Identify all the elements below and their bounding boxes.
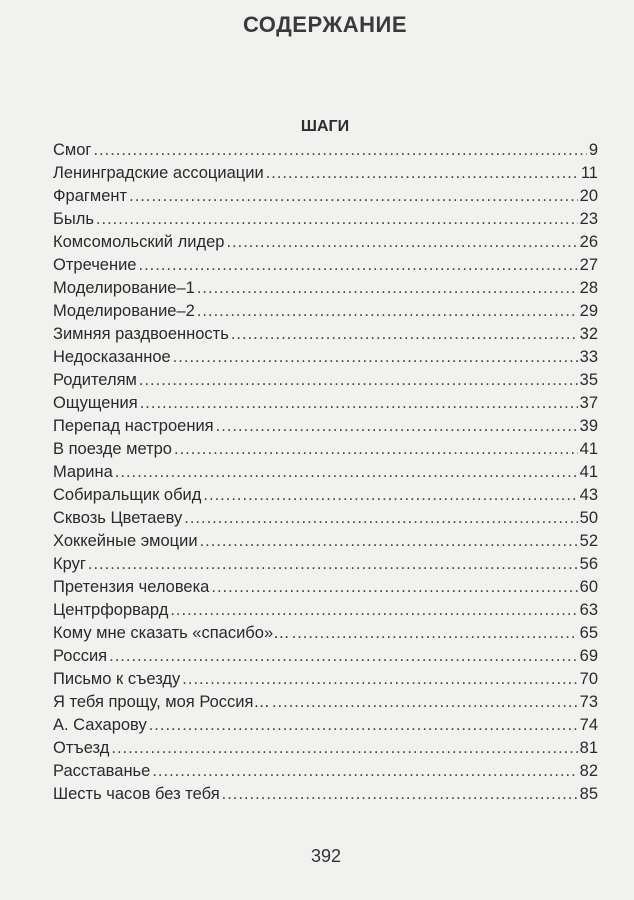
toc-entry (53, 576, 598, 599)
toc-entry (53, 162, 598, 185)
toc-dot-leader (111, 737, 577, 760)
toc-entry (53, 208, 598, 231)
toc-entry-page: 60 (579, 578, 598, 596)
toc-entry (53, 691, 598, 714)
toc-dot-leader (174, 438, 578, 461)
toc-dot-leader (96, 208, 578, 231)
toc-entry-title: Недосказанное (53, 348, 171, 366)
toc-entry-title: Отречение (53, 256, 137, 274)
toc-entry-page: 52 (579, 532, 598, 550)
toc-entry (53, 369, 598, 392)
toc-entry (53, 300, 598, 323)
toc-dot-leader (115, 461, 578, 484)
toc-entry (53, 668, 598, 691)
toc-entry (53, 438, 598, 461)
toc-dot-leader (200, 530, 578, 553)
toc-entry-page: 29 (579, 302, 598, 320)
toc-entry-page: 43 (579, 486, 598, 504)
page-title: СОДЕРЖАНИЕ (242, 12, 408, 37)
toc-entry-title: Моделирование–2 (53, 302, 195, 320)
toc-entry-page: 32 (579, 325, 598, 343)
toc-entry-title: Марина (53, 463, 113, 481)
toc-entry (53, 185, 598, 208)
toc-entry-page: 74 (579, 716, 598, 734)
toc-entry-page: 82 (579, 762, 598, 780)
toc-dot-leader (292, 622, 578, 645)
toc-dot-leader (129, 185, 578, 208)
toc-entry (53, 415, 598, 438)
toc-dot-leader (138, 254, 577, 277)
toc-entry (53, 507, 598, 530)
toc-entry-title: Расставанье (53, 762, 151, 780)
toc-entry (53, 599, 598, 622)
toc-entry (53, 530, 598, 553)
toc-entry-title: Претензия человека (53, 578, 210, 596)
toc-entry (53, 760, 598, 783)
toc-entry (53, 645, 598, 668)
toc-entry (53, 277, 598, 300)
toc-entry-title: Быль (53, 210, 94, 228)
toc-entry-title: В поезде метро (53, 440, 172, 458)
toc-entry (53, 714, 598, 737)
toc-dot-leader (93, 139, 586, 162)
toc-dot-leader (197, 277, 578, 300)
toc-dot-leader (152, 760, 577, 783)
toc-dot-leader (272, 691, 578, 714)
page-number: 392 (310, 846, 342, 866)
toc-entry-page: 23 (579, 210, 598, 228)
toc-entry-title: Отъезд (53, 739, 110, 757)
toc-dot-leader (266, 162, 579, 185)
toc-entry-page: 73 (579, 693, 598, 711)
toc-entry-title: Ощущения (53, 394, 138, 412)
toc-entry (53, 622, 598, 645)
toc-entry-page: 20 (579, 187, 598, 205)
toc-entry-title: Центрфорвард (53, 601, 169, 619)
toc-dot-leader (139, 369, 578, 392)
toc-entry-page: 33 (579, 348, 598, 366)
section-title: ШАГИ (300, 118, 350, 135)
toc-dot-leader (170, 599, 577, 622)
toc-entry-title: Фрагмент (53, 187, 128, 205)
toc-entry-title: Смог (53, 141, 92, 159)
toc-entry-page: 39 (579, 417, 598, 435)
toc-entry-title: Хоккейные эмоции (53, 532, 198, 550)
toc-entry-page: 69 (579, 647, 598, 665)
toc-dot-leader (211, 576, 577, 599)
toc-entry-page: 70 (579, 670, 598, 688)
toc-entry-page: 11 (580, 164, 598, 182)
toc-dot-leader (222, 783, 578, 806)
toc-entry-page: 50 (579, 509, 598, 527)
toc-entry (53, 323, 598, 346)
toc-entry-title: Россия (53, 647, 108, 665)
toc-dot-leader (140, 392, 578, 415)
toc-dot-leader (184, 507, 577, 530)
toc-entry-title: Я тебя прощу, моя Россия… (53, 693, 270, 711)
toc-entry-page: 41 (579, 463, 598, 481)
toc-entry (53, 231, 598, 254)
toc-entry (53, 254, 598, 277)
toc-entry (53, 737, 598, 760)
table-of-contents (53, 139, 598, 806)
toc-entry-page: 9 (588, 141, 598, 159)
toc-entry-title: Сквозь Цветаеву (53, 509, 183, 527)
toc-entry-page: 26 (579, 233, 598, 251)
toc-entry-page: 85 (579, 785, 598, 803)
toc-dot-leader (197, 300, 578, 323)
toc-entry-page: 41 (579, 440, 598, 458)
toc-entry-title: Зимняя раздвоенность (53, 325, 229, 343)
toc-dot-leader (173, 346, 578, 369)
toc-entry-page: 28 (579, 279, 598, 297)
toc-dot-leader (149, 714, 578, 737)
toc-dot-leader (203, 484, 577, 507)
toc-entry-title: А. Сахарову (53, 716, 147, 734)
toc-entry-page: 81 (579, 739, 598, 757)
toc-dot-leader (88, 553, 578, 576)
toc-entry (53, 783, 598, 806)
toc-entry-page: 63 (579, 601, 598, 619)
toc-entry (53, 553, 598, 576)
toc-entry-page: 56 (579, 555, 598, 573)
toc-entry-page: 37 (579, 394, 598, 412)
toc-dot-leader (216, 415, 578, 438)
toc-entry (53, 346, 598, 369)
toc-entry-title: Перепад настроения (53, 417, 214, 435)
toc-entry-title: Шесть часов без тебя (53, 785, 220, 803)
toc-entry (53, 484, 598, 507)
toc-dot-leader (231, 323, 578, 346)
toc-entry-title: Ленинградские ассоциации (53, 164, 264, 182)
toc-dot-leader (226, 231, 577, 254)
toc-entry-title: Круг (53, 555, 86, 573)
toc-entry (53, 139, 598, 162)
toc-entry-title: Кому мне сказать «спасибо»… (53, 624, 290, 642)
toc-entry-title: Родителям (53, 371, 137, 389)
toc-entry (53, 392, 598, 415)
toc-entry-title: Моделирование–1 (53, 279, 195, 297)
toc-entry-page: 35 (579, 371, 598, 389)
toc-entry (53, 461, 598, 484)
toc-entry-title: Письмо к съезду (53, 670, 181, 688)
toc-entry-title: Комсомольский лидер (53, 233, 225, 251)
toc-entry-page: 27 (579, 256, 598, 274)
toc-dot-leader (182, 668, 577, 691)
toc-entry-title: Собиральщик обид (53, 486, 202, 504)
toc-dot-leader (109, 645, 578, 668)
toc-entry-page: 65 (579, 624, 598, 642)
